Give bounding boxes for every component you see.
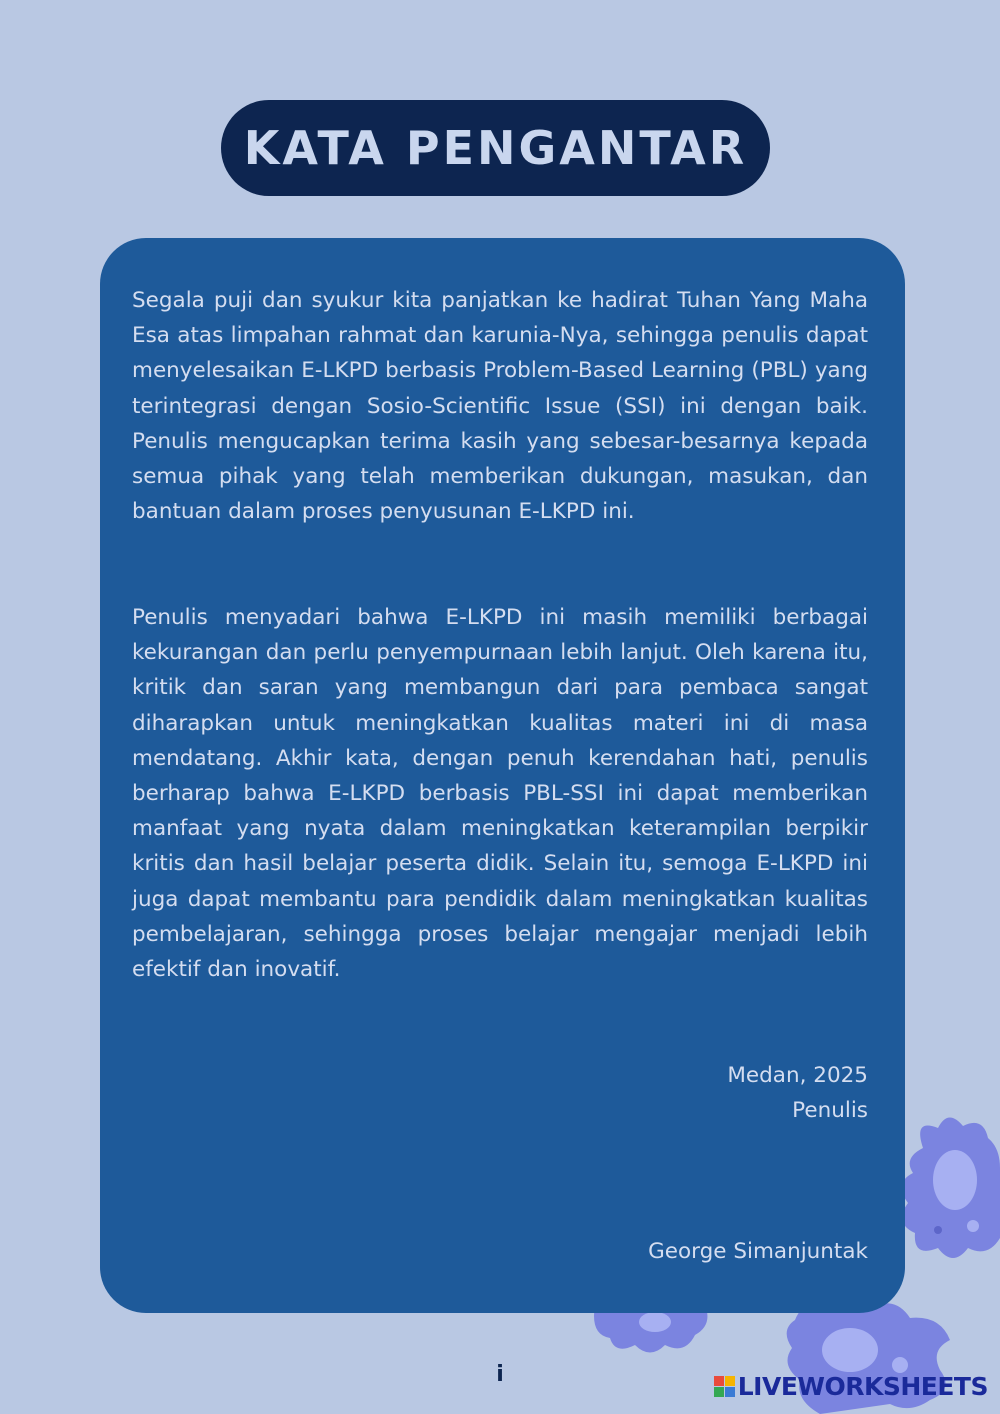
signature-role: Penulis (792, 1098, 868, 1123)
liveworksheets-watermark (714, 1372, 988, 1401)
title-banner (221, 100, 770, 196)
signature-name: George Simanjuntak (648, 1239, 868, 1264)
content-card (100, 238, 905, 1313)
virus-illustration-right (893, 1108, 1000, 1268)
paragraph-1: Segala puji dan syukur kita panjatkan ke hadirat Tuhan Yang Maha Esa atas limpahan rahmat dan karunia-Nya, sehingga penulis dapat menyelesaikan E-LKPD berbasis Problem-Based Learning (PBL) yang terintegrasi dengan Sosio-Scientific Issue (SSI) ini dengan baik. Penulis mengucapkan terima kasih yang sebesar-besarnya kepada semua pihak yang telah memberikan dukungan, masukan, dan bantuan dalam proses penyusunan E-LKPD ini. (132, 288, 868, 525)
watermark-text: LIVEWORKSHEETS (737, 1372, 988, 1401)
signature-place-date: Medan, 2025 (727, 1063, 868, 1088)
page-title: KATA PENGANTAR (243, 121, 748, 175)
paragraph-2: Penulis menyadari bahwa E-LKPD ini masih memiliki berbagai kekurangan dan perlu penyempurnaan lebih lanjut. Oleh karena itu, kritik dan saran yang membangun dari para pembaca sangat diharapkan untuk meningkatkan kualitas materi ini di masa mendatang. Akhir kata, dengan penuh kerendahan hati, penulis berharap bahwa E-LKPD berbasis PBL-SSI ini dapat memberikan manfaat yang nyata dalam meningkatkan keterampilan berpikir kritis dan hasil belajar peserta didik. Selain itu, semoga E-LKPD ini juga dapat membantu para pendidik dalam meningkatkan kualitas pembelajaran, sehingga proses belajar mengajar menjadi lebih efektif dan inovatif. (132, 605, 868, 983)
liveworksheets-logo-icon (714, 1376, 735, 1397)
page-number: i (496, 1362, 504, 1387)
